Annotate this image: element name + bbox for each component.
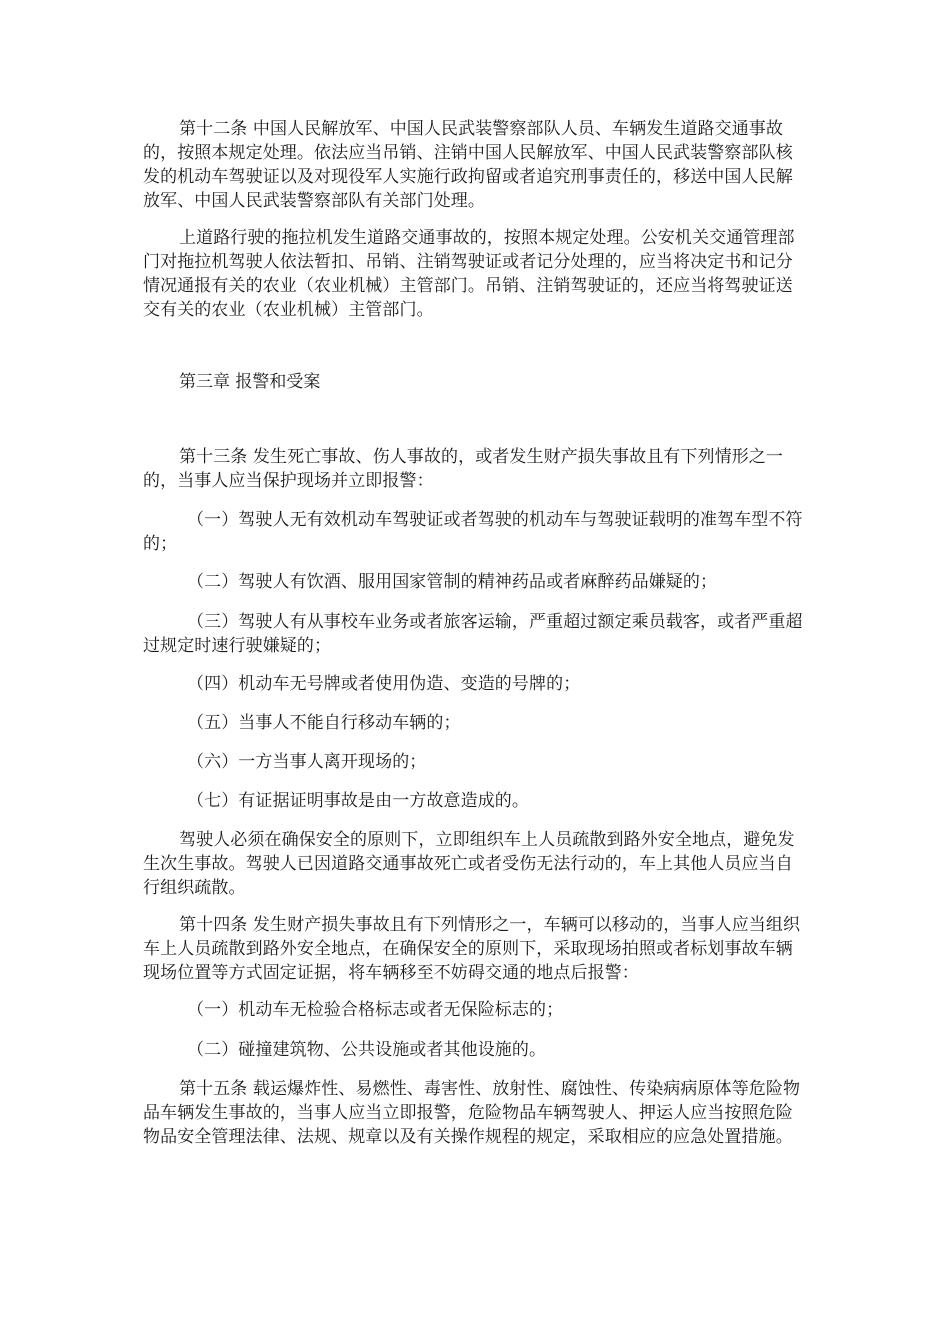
chapter-heading: 第三章 报警和受案 [179, 372, 321, 392]
article-13-item-6: （六）一方当事人离开现场的； [187, 752, 427, 772]
article-14-item-1: （一）机动车无检验合格标志或者无保险标志的； [187, 1000, 564, 1020]
article-15-paragraph: 第十五条 载运爆炸性、易燃性、毒害性、放射性、腐蚀性、传染病病原体等危险物品车辆发生事故的，当事人应当立即报警，危险物品车辆驾驶人、押运人应当按照危险物品安全管理法律、法规、规章以及有关操作规程的规定，采取相应的应急处置措施。 [143, 1079, 801, 1147]
article-13-paragraph: 第十三条 发生死亡事故、伤人事故的，或者发生财产损失事故且有下列情形之一的，当事人应当保护现场并立即报警： [143, 447, 784, 491]
tractor-paragraph: 上道路行驶的拖拉机发生道路交通事故的，按照本规定处理。公安机关交通管理部门对拖拉机驾驶人依法暂扣、吊销、注销驾驶证或者记分处理的，应当将决定书和记分情况通报有关的农业（农业机械）主管部门。吊销、注销驾驶证的，还应当将驾驶证送交有关的农业（农业机械）主管部门。 [143, 228, 795, 320]
article-13-item-4: （四）机动车无号牌或者使用伪造、变造的号牌的； [187, 674, 581, 694]
article-14-paragraph: 第十四条 发生财产损失事故且有下列情形之一，车辆可以移动的，当事人应当组织车上人员疏散到路外安全地点，在确保安全的原则下，采取现场拍照或者标划事故车辆现场位置等方式固定证据，将车辆移至不妨碍交通的地点后报警： [143, 915, 801, 983]
article-13-item-7: （七）有证据证明事故是由一方故意造成的。 [187, 791, 529, 811]
article-13-item-2: （二）驾驶人有饮酒、服用国家管制的精神药品或者麻醉药品嫌疑的； [187, 572, 718, 592]
article-14-item-2: （二）碰撞建筑物、公共设施或者其他设施的。 [187, 1040, 547, 1060]
article-13-item-1: （一）驾驶人无有效机动车驾驶证或者驾驶的机动车与驾驶证载明的准驾车型不符的； [143, 510, 803, 554]
article-12-paragraph: 第十二条 中国人民解放军、中国人民武装警察部队人员、车辆发生道路交通事故的，按照本规定处理。依法应当吊销、注销中国人民解放军、中国人民武装警察部队核发的机动车驾驶证以及对现役军人实施行政拘留或者追究刑事责任的，移送中国人民解放军、中国人民武装警察部队有关部门处理。 [143, 119, 793, 211]
article-13-item-5: （五）当事人不能自行移动车辆的； [187, 713, 461, 733]
evacuation-paragraph: 驾驶人必须在确保安全的原则下，立即组织车上人员疏散到路外安全地点，避免发生次生事故。驾驶人已因道路交通事故死亡或者受伤无法行动的，车上其他人员应当自行组织疏散。 [143, 830, 795, 898]
article-13-item-3: （三）驾驶人有从事校车业务或者旅客运输，严重超过额定乘员载客，或者严重超过规定时速行驶嫌疑的； [143, 612, 803, 656]
